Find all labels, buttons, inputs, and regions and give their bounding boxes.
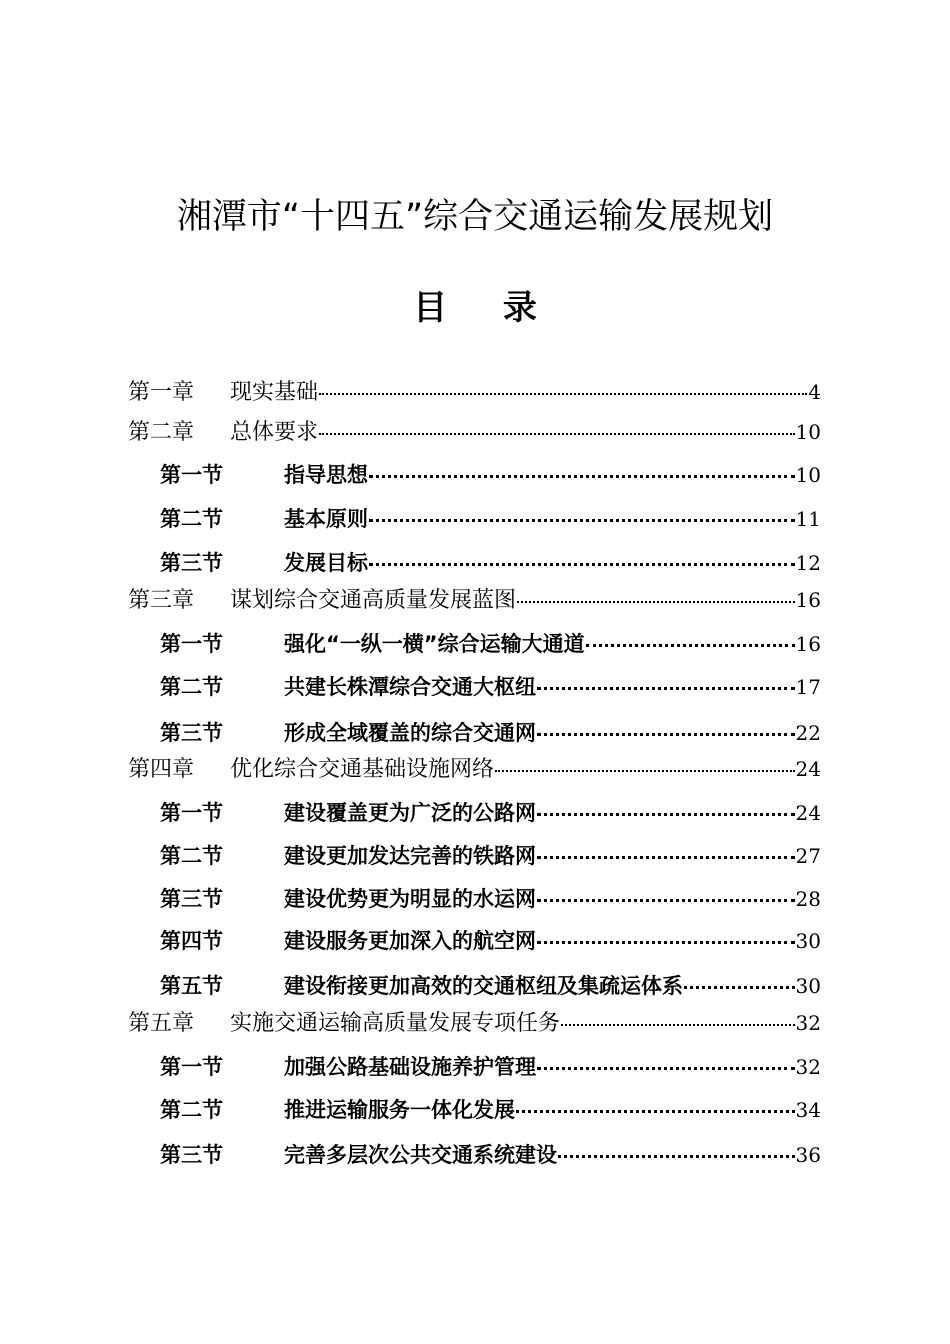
dot-leader <box>558 1135 795 1158</box>
toc-entry-chapter-1[interactable] <box>128 375 821 409</box>
toc-entry-section[interactable] <box>160 969 821 1003</box>
toc-entry-section[interactable] <box>160 1050 821 1084</box>
toc-entry-section[interactable] <box>160 670 821 704</box>
toc-entry-title: 现实基础 <box>230 380 319 405</box>
dot-leader <box>537 879 795 902</box>
toc-entry-section[interactable] <box>160 627 821 661</box>
toc-entry-page: 11 <box>795 507 821 531</box>
toc-entry-page: 24 <box>795 757 821 781</box>
toc-entry-page: 4 <box>808 380 821 404</box>
toc-entry-title: 建设服务更加深入的航空网 <box>284 929 536 953</box>
dot-leader <box>516 1090 795 1113</box>
toc-entry-label: 第三节 <box>160 1143 223 1167</box>
dot-leader <box>517 581 795 603</box>
toc-entry-label: 第二节 <box>160 507 223 531</box>
toc-entry-label: 第五节 <box>160 974 223 998</box>
dot-leader <box>537 921 795 944</box>
toc-entry-page: 10 <box>795 420 821 444</box>
toc-entry-page: 32 <box>795 1011 821 1035</box>
toc-entry-label: 第一章 <box>128 380 195 405</box>
toc-entry-page: 16 <box>795 588 821 612</box>
toc-entry-page: 16 <box>795 632 821 656</box>
toc-entry-page: 10 <box>795 463 821 487</box>
toc-entry-section[interactable] <box>160 458 821 492</box>
toc-entry-title: 加强公路基础设施养护管理 <box>284 1055 536 1079</box>
dot-leader <box>537 713 795 736</box>
toc-entry-page: 36 <box>795 1143 821 1167</box>
toc-entry-title: 共建长株潭综合交通大枢纽 <box>284 675 536 699</box>
toc-entry-label: 第二节 <box>160 844 223 868</box>
toc-entry-label: 第三节 <box>160 887 223 911</box>
dot-leader <box>537 667 795 690</box>
toc-entry-title: 完善多层次公共交通系统建设 <box>284 1143 557 1167</box>
toc-entry-page: 30 <box>795 974 821 998</box>
dot-leader <box>369 455 795 478</box>
toc-heading: 目 录 <box>413 288 559 328</box>
toc-entry-chapter-5[interactable] <box>128 1006 821 1040</box>
toc-entry-label: 第一节 <box>160 463 223 487</box>
toc-entry-label: 第一节 <box>160 632 223 656</box>
toc-entry-section[interactable] <box>160 546 821 580</box>
toc-entry-section[interactable] <box>160 1093 821 1127</box>
toc-entry-page: 22 <box>795 721 821 745</box>
toc-entry-title: 形成全域覆盖的综合交通网 <box>284 721 536 745</box>
document-title: 湘潭市“十四五”综合交通运输发展规划 <box>176 197 774 237</box>
toc-entry-title: 推进运输服务一体化发展 <box>284 1098 515 1122</box>
toc-entry-page: 17 <box>795 675 821 699</box>
toc-entry-label: 第二章 <box>128 420 195 445</box>
toc-entry-label: 第四章 <box>128 757 195 782</box>
toc-entry-title: 强化“一纵一横”综合运输大通道 <box>284 632 585 656</box>
dot-leader <box>537 836 795 859</box>
toc-entry-label: 第五章 <box>128 1011 195 1036</box>
toc-entry-section[interactable] <box>160 1138 821 1172</box>
dot-leader <box>369 543 795 566</box>
toc-entry-title: 建设优势更为明显的水运网 <box>284 887 536 911</box>
toc-entry-chapter-2[interactable] <box>128 415 821 449</box>
toc-entry-label: 第四节 <box>160 929 223 953</box>
dot-leader <box>537 1047 795 1070</box>
toc-entry-label: 第三章 <box>128 588 195 613</box>
toc-entry-label: 第二节 <box>160 1098 223 1122</box>
toc-entry-section[interactable] <box>160 796 821 830</box>
toc-entry-label: 第一节 <box>160 801 223 825</box>
dot-leader <box>495 750 795 772</box>
toc-entry-section[interactable] <box>160 839 821 873</box>
dot-leader <box>319 373 807 395</box>
toc-entry-title: 总体要求 <box>230 420 319 445</box>
toc-entry-label: 第三节 <box>160 721 223 745</box>
toc-entry-section[interactable] <box>160 924 821 958</box>
toc-entry-section[interactable] <box>160 502 821 536</box>
toc-entry-page: 34 <box>795 1098 821 1122</box>
dot-leader <box>684 966 795 989</box>
dot-leader <box>586 624 795 647</box>
toc-entry-chapter-3[interactable] <box>128 583 821 617</box>
toc-entry-page: 28 <box>795 887 821 911</box>
dot-leader <box>369 499 795 522</box>
toc-entry-title: 建设衔接更加高效的交通枢纽及集疏运体系 <box>284 974 683 998</box>
toc-entry-chapter-4[interactable] <box>128 752 821 786</box>
toc-entry-page: 30 <box>795 929 821 953</box>
toc-entry-title: 基本原则 <box>284 507 368 531</box>
toc-entry-label: 第三节 <box>160 551 223 575</box>
toc-entry-page: 32 <box>795 1055 821 1079</box>
dot-leader <box>537 793 795 816</box>
toc-entry-title: 发展目标 <box>284 551 368 575</box>
toc-entry-section[interactable] <box>160 882 821 916</box>
toc-entry-title: 优化综合交通基础设施网络 <box>230 757 495 782</box>
toc-entry-page: 27 <box>795 844 821 868</box>
dot-leader <box>561 1004 795 1026</box>
toc-entry-section[interactable] <box>160 716 821 750</box>
toc-entry-label: 第二节 <box>160 675 223 699</box>
toc-entry-page: 24 <box>795 801 821 825</box>
toc-entry-title: 谋划综合交通高质量发展蓝图 <box>230 588 517 613</box>
toc-entry-title: 实施交通运输高质量发展专项任务 <box>230 1011 561 1036</box>
toc-entry-title: 指导思想 <box>284 463 368 487</box>
dot-leader <box>319 413 795 435</box>
toc-entry-label: 第一节 <box>160 1055 223 1079</box>
toc-entry-title: 建设更加发达完善的铁路网 <box>284 844 536 868</box>
toc-entry-page: 12 <box>795 551 821 575</box>
toc-entry-title: 建设覆盖更为广泛的公路网 <box>284 801 536 825</box>
